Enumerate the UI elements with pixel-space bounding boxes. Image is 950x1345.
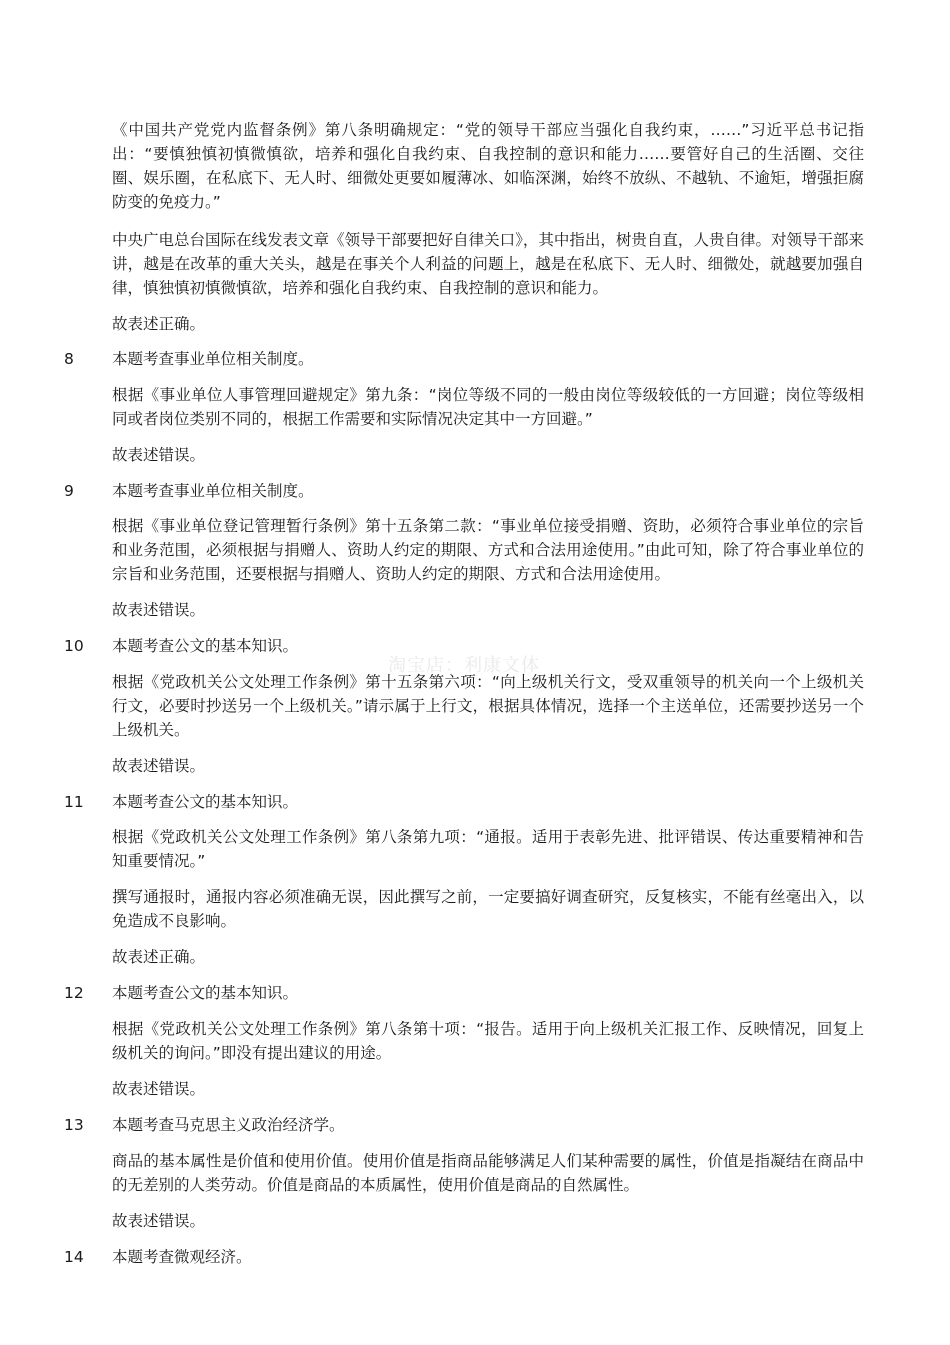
- conclusion: 故表述错误。: [112, 446, 206, 464]
- paragraph: 中央广电总台国际在线发表文章《领导干部要把好自律关口》，其中指出，树贵自直，人贵自律。对领导干部来讲，越是在改革的重大关头，越是在事关个人利益的问题上，越是在私底下、无人时、细微处，就越要加强自律，慎独慎初慎微慎欲，培养和强化自我约束、自我控制的意识和能力。: [112, 231, 864, 297]
- conclusion: 故表述错误。: [112, 601, 206, 619]
- question-title: 本题考查马克思主义政治经济学。: [112, 1116, 345, 1134]
- question-title: 本题考查公文的基本知识。: [112, 637, 299, 655]
- question-number: 13: [64, 1116, 84, 1134]
- paragraph: 撰写通报时，通报内容必须准确无误，因此撰写之前，一定要搞好调查研究，反复核实，不能有丝毫出入，以免造成不良影响。: [112, 888, 864, 930]
- conclusion: 故表述错误。: [112, 1212, 206, 1230]
- question-number: 14: [64, 1248, 84, 1266]
- question-number: 8: [64, 350, 74, 368]
- question-title: 本题考查公文的基本知识。: [112, 793, 299, 811]
- conclusion: 故表述正确。: [112, 948, 206, 966]
- conclusion: 故表述错误。: [112, 757, 206, 775]
- question-number: 10: [64, 637, 84, 655]
- conclusion: 故表述正确。: [112, 315, 206, 333]
- question-title: 本题考查事业单位相关制度。: [112, 350, 314, 368]
- question-number: 11: [64, 793, 84, 811]
- paragraph: 商品的基本属性是价值和使用价值。使用价值是指商品能够满足人们某种需要的属性，价值是指凝结在商品中的无差别的人类劳动。价值是商品的本质属性，使用价值是商品的自然属性。: [112, 1152, 864, 1194]
- question-number: 12: [64, 984, 84, 1002]
- question-title: 本题考查微观经济。: [112, 1248, 252, 1266]
- question-number: 9: [64, 482, 74, 500]
- question-title: 本题考查事业单位相关制度。: [112, 482, 314, 500]
- paragraph: 根据《事业单位人事管理回避规定》第九条：“岗位等级不同的一般由岗位等级较低的一方回避；岗位等级相同或者岗位类别不同的，根据工作需要和实际情况决定其中一方回避。”: [112, 386, 864, 428]
- paragraph: 根据《党政机关公文处理工作条例》第八条第九项：“通报。适用于表彰先进、批评错误、传达重要精神和告知重要情况。”: [112, 828, 864, 870]
- question-title: 本题考查公文的基本知识。: [112, 984, 299, 1002]
- conclusion: 故表述错误。: [112, 1080, 206, 1098]
- watermark-text: 淘宝店：利康文体: [388, 655, 540, 676]
- paragraph: 根据《党政机关公文处理工作条例》第十五条第六项：“向上级机关行文，受双重领导的机关向一个上级机关行文，必要时抄送另一个上级机关。”请示属于上行文，根据具体情况，选择一个主送单位，还需要抄送另一个上级机关。: [112, 673, 864, 739]
- paragraph: 根据《党政机关公文处理工作条例》第八条第十项：“报告。适用于向上级机关汇报工作、反映情况，回复上级机关的询问。”即没有提出建议的用途。: [112, 1020, 864, 1062]
- paragraph: 根据《事业单位登记管理暂行条例》第十五条第二款：“事业单位接受捐赠、资助，必须符合事业单位的宗旨和业务范围，必须根据与捐赠人、资助人约定的期限、方式和合法用途使用。”由此可知，除了符合事业单位的宗旨和业务范围，还要根据与捐赠人、资助人约定的期限、方式和合法用途使用。: [112, 517, 864, 583]
- paragraph: 《中国共产党党内监督条例》第八条明确规定：“党的领导干部应当强化自我约束，……”习近平总书记指出：“要慎独慎初慎微慎欲，培养和强化自我约束、自我控制的意识和能力……要管好自己的生活圈、交往圈、娱乐圈，在私底下、无人时、细微处更要如履薄冰、如临深渊，始终不放纵、不越轨、不逾矩，增强拒腐防变的免疫力。”: [112, 121, 864, 211]
